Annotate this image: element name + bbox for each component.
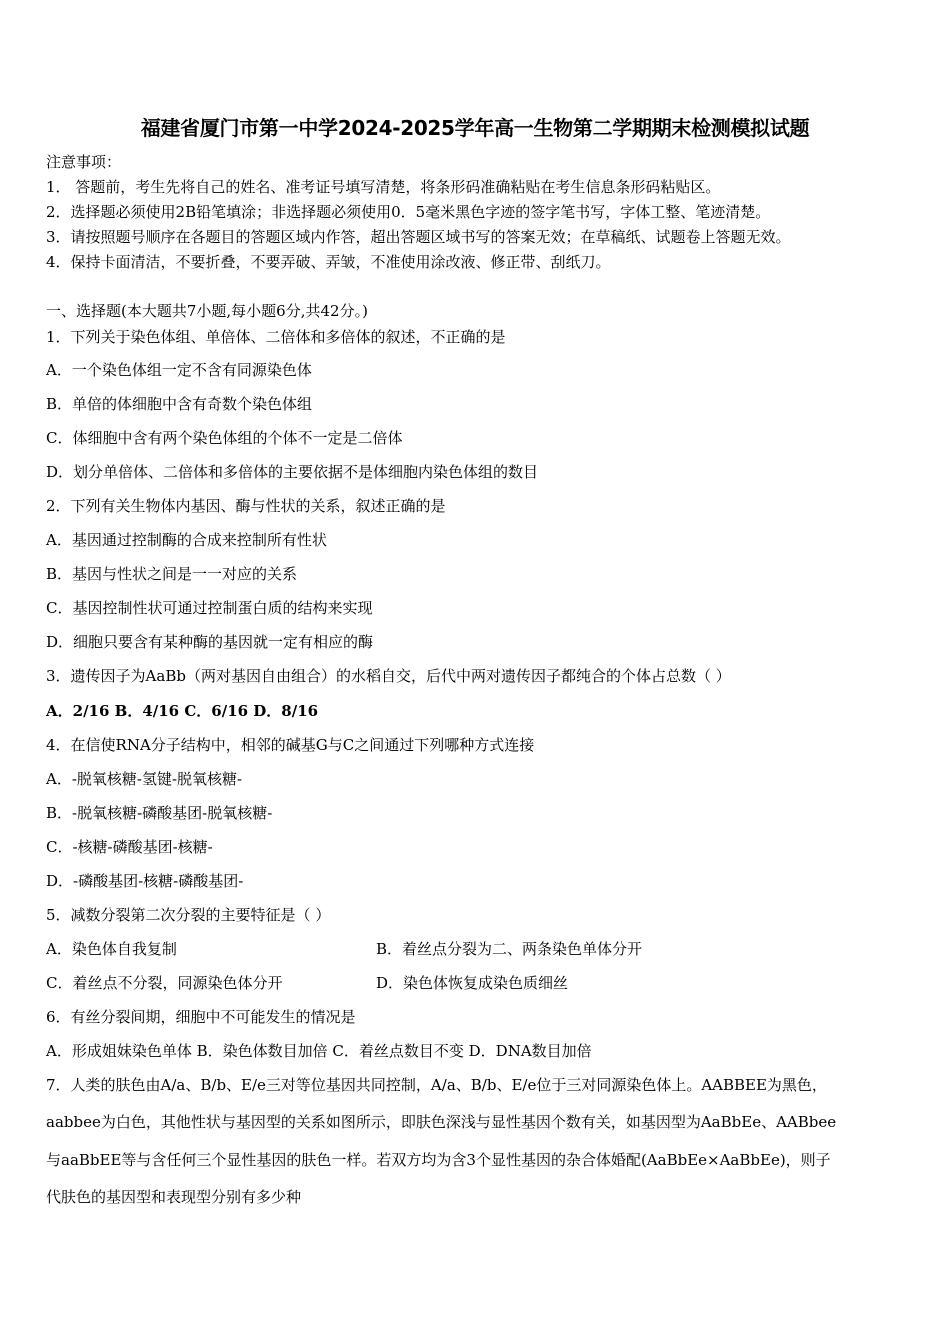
question-2-option-b: B．基因与性状之间是一一对应的关系 (46, 565, 298, 583)
question-1-option-b: B．单倍的体细胞中含有奇数个染色体组 (46, 395, 313, 413)
question-4-option-a: A．-脱氧核糖-氢键-脱氧核糖- (46, 770, 243, 788)
notice-item-4: 4．保持卡面清洁，不要折叠，不要弄破、弄皱，不准使用涂改液、修正带、刮纸刀。 (46, 253, 611, 271)
question-4-option-d: D．-磷酸基团-核糖-磷酸基团- (46, 872, 244, 890)
question-4-stem: 4．在信使RNA分子结构中，相邻的碱基G与C之间通过下列哪种方式连接 (46, 736, 535, 754)
question-2-option-a: A．基因通过控制酶的合成来控制所有性状 (46, 531, 327, 549)
notice-item-3: 3．请按照题号顺序在各题目的答题区域内作答，超出答题区域书写的答案无效；在草稿纸、试题卷上答题无效。 (46, 228, 791, 246)
notice-item-1: 1． 答题前，考生先将自己的姓名、准考证号填写清楚，将条形码准确粘贴在考生信息条形码粘贴区。 (46, 178, 721, 196)
notice-heading: 注意事项： (46, 153, 122, 171)
question-2-option-d: D．细胞只要含有某种酶的基因就一定有相应的酶 (46, 633, 374, 651)
notice-item-2: 2．选择题必须使用2B铅笔填涂；非选择题必须使用0．5毫米黑色字迹的签字笔书写，字体工整、笔迹清楚。 (46, 203, 771, 221)
question-4-option-b: B．-脱氧核糖-磷酸基团-脱氧核糖- (46, 804, 273, 822)
page-title: 福建省厦门市第一中学2024-2025学年高一生物第二学期期末检测模拟试题 (140, 116, 810, 140)
question-4-option-c: C．-核糖-磷酸基团-核糖- (46, 838, 213, 856)
question-1-option-a: A．一个染色体组一定不含有同源染色体 (46, 361, 312, 379)
question-7-line-3: 与aaBbEE等与含任何三个显性基因的肤色一样。若双方均为含3个显性基因的杂合体婚配(AaBbEe×AaBbEe)，则子 (46, 1151, 831, 1169)
question-6-options: A．形成姐妹染色单体 B．染色体数目加倍 C．着丝点数目不变 D．DNA数目加倍 (46, 1042, 592, 1060)
question-3-stem: 3．遗传因子为AaBb（两对基因自由组合）的水稻自交，后代中两对遗传因子都纯合的个体占总数（ ） (46, 667, 731, 685)
question-1-option-d: D．划分单倍体、二倍体和多倍体的主要依据不是体细胞内染色体组的数目 (46, 463, 539, 481)
question-3-options: A．2/16 B．4/16 C．6/16 D．8/16 (46, 702, 319, 720)
question-1-stem: 1．下列关于染色体组、单倍体、二倍体和多倍体的叙述，不正确的是 (46, 328, 506, 346)
question-7-line-1: 7．人类的肤色由A/a、B/b、E/e三对等位基因共同控制，A/a、B/b、E/e位于三对同源染色体上。AABBEE为黑色， (46, 1076, 827, 1094)
question-5-stem: 5．减数分裂第二次分裂的主要特征是（ ） (46, 906, 331, 924)
question-2-stem: 2．下列有关生物体内基因、酶与性状的关系，叙述正确的是 (46, 497, 446, 515)
question-2-option-c: C．基因控制性状可通过控制蛋白质的结构来实现 (46, 599, 373, 617)
question-5-option-b: B．着丝点分裂为二、两条染色单体分开 (376, 940, 643, 958)
question-1-option-c: C．体细胞中含有两个染色体组的个体不一定是二倍体 (46, 429, 403, 447)
question-7-line-2: aabbee为白色，其他性状与基因型的关系如图所示，即肤色深浅与显性基因个数有关，如基因型为AaBbEe、AABbee (46, 1113, 837, 1131)
question-5-option-c: C．着丝点不分裂，同源染色体分开 (46, 974, 283, 992)
question-5-option-d: D．染色体恢复成染色质细丝 (376, 974, 569, 992)
section-heading: 一、选择题(本大题共7小题,每小题6分,共42分。) (46, 302, 368, 320)
question-5-option-a: A．染色体自我复制 (46, 940, 177, 958)
question-6-stem: 6．有丝分裂间期，细胞中不可能发生的情况是 (46, 1008, 356, 1026)
question-7-line-4: 代肤色的基因型和表现型分别有多少种 (46, 1188, 302, 1206)
